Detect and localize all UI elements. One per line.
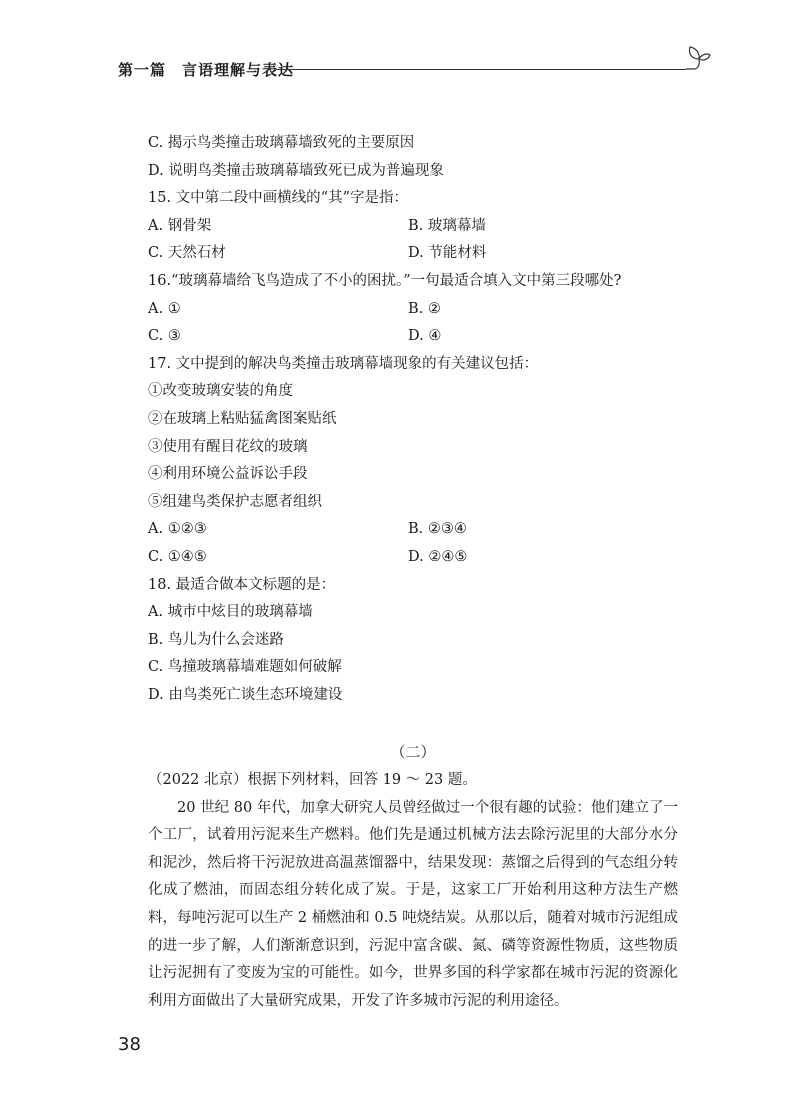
q16-options-row-1 xyxy=(148,296,678,324)
q15-options-row-2 xyxy=(148,240,678,268)
q17-item-2: ②在玻璃上粘贴猛禽图案贴纸 xyxy=(148,410,337,427)
q17-item-1: ①改变玻璃安装的角度 xyxy=(148,383,293,400)
q18-option-d: D. 由鸟类死亡谈生态环境建设 xyxy=(148,686,343,703)
q16-options-row-2 xyxy=(148,323,678,351)
q17-item-5: ⑤组建鸟类保护志愿者组织 xyxy=(148,493,322,510)
q15-option-d: D. 节能材料 xyxy=(408,245,487,262)
q18-option-b: B. 鸟儿为什么会迷路 xyxy=(148,631,284,648)
q14-option-d: D. 说明鸟类撞击玻璃幕墙致死已成为普遍现象 xyxy=(148,162,444,179)
q17-option-a: A. ①②③ xyxy=(148,521,207,538)
chapter-title: 第一篇 言语理解与表达 xyxy=(118,61,295,79)
q17-option-c: C. ①④⑤ xyxy=(148,548,207,565)
q16-option-b: B. ② xyxy=(408,300,441,317)
q17-stem: 17. 文中提到的解决鸟类撞击玻璃幕墙现象的有关建议包括： xyxy=(148,355,539,372)
sprout-icon xyxy=(678,43,712,81)
q15-option-b: B. 玻璃幕墙 xyxy=(408,217,486,234)
q15-stem: 15. 文中第二段中画横线的“其”字是指： xyxy=(148,190,408,207)
q17-options-row-1 xyxy=(148,516,678,544)
page-header xyxy=(118,55,708,85)
page-number: 38 xyxy=(118,1034,141,1055)
passage-paragraph: 20 世纪 80 年代，加拿大研究人员曾经做过一个很有趣的试验：他们建立了一个工厂，试着用污泥来生产燃料。他们先是通过机械方法去除污泥里的大部分水分和泥沙，然后将干污泥放进高温蒸馏器中，结果发现：蒸馏之后得到的气态组分转化成了燃油，而固态组分转化成了炭。于是，这家工厂开始利用这种方法生产燃料，每吨污泥可以生产 2 桶燃油和 0.5 吨烧结炭。从那以后，随着对城市污泥组成的进一步了解，人们渐渐意识到，污泥中富含碳、氮、磷等资源性物质，这些物质让污泥拥有了变废为宝的可能性。如今，世界多国的科学家都在城市污泥的资源化利用方面做出了大量研究成果，开发了许多城市污泥的利用途径。 xyxy=(148,799,678,1009)
q17-item-3: ③使用有醒目花纹的玻璃 xyxy=(148,438,308,455)
q15-option-c: C. 天然石材 xyxy=(148,245,226,262)
q17-item-4: ④利用环境公益诉讼手段 xyxy=(148,466,308,483)
q16-option-a: A. ① xyxy=(148,300,181,317)
q18-option-c: C. 鸟撞玻璃幕墙难题如何破解 xyxy=(148,659,342,676)
q15-options-row-1 xyxy=(148,213,678,241)
source-line: （2022 北京）根据下列材料，回答 19 ～ 23 题。 xyxy=(148,772,477,789)
section-title: （二） xyxy=(390,743,436,762)
q17-option-d: D. ②④⑤ xyxy=(408,548,468,565)
q18-option-a: A. 城市中炫目的玻璃幕墙 xyxy=(148,604,313,621)
q16-option-d: D. ④ xyxy=(408,328,442,345)
q16-stem: 16.“玻璃幕墙给飞鸟造成了不小的困扰。”一句最适合填入文中第三段哪处? xyxy=(148,272,622,289)
q17-options-row-2 xyxy=(148,544,678,572)
q16-option-c: C. ③ xyxy=(148,328,181,345)
q15-option-a: A. 钢骨架 xyxy=(148,217,212,234)
page-content xyxy=(148,130,678,1015)
q14-option-c: C. 揭示鸟类撞击玻璃幕墙致死的主要原因 xyxy=(148,135,415,151)
header-rule xyxy=(276,69,686,70)
q17-option-b: B. ②③④ xyxy=(408,521,467,538)
q18-stem: 18. 最适合做本文标题的是： xyxy=(148,576,336,593)
